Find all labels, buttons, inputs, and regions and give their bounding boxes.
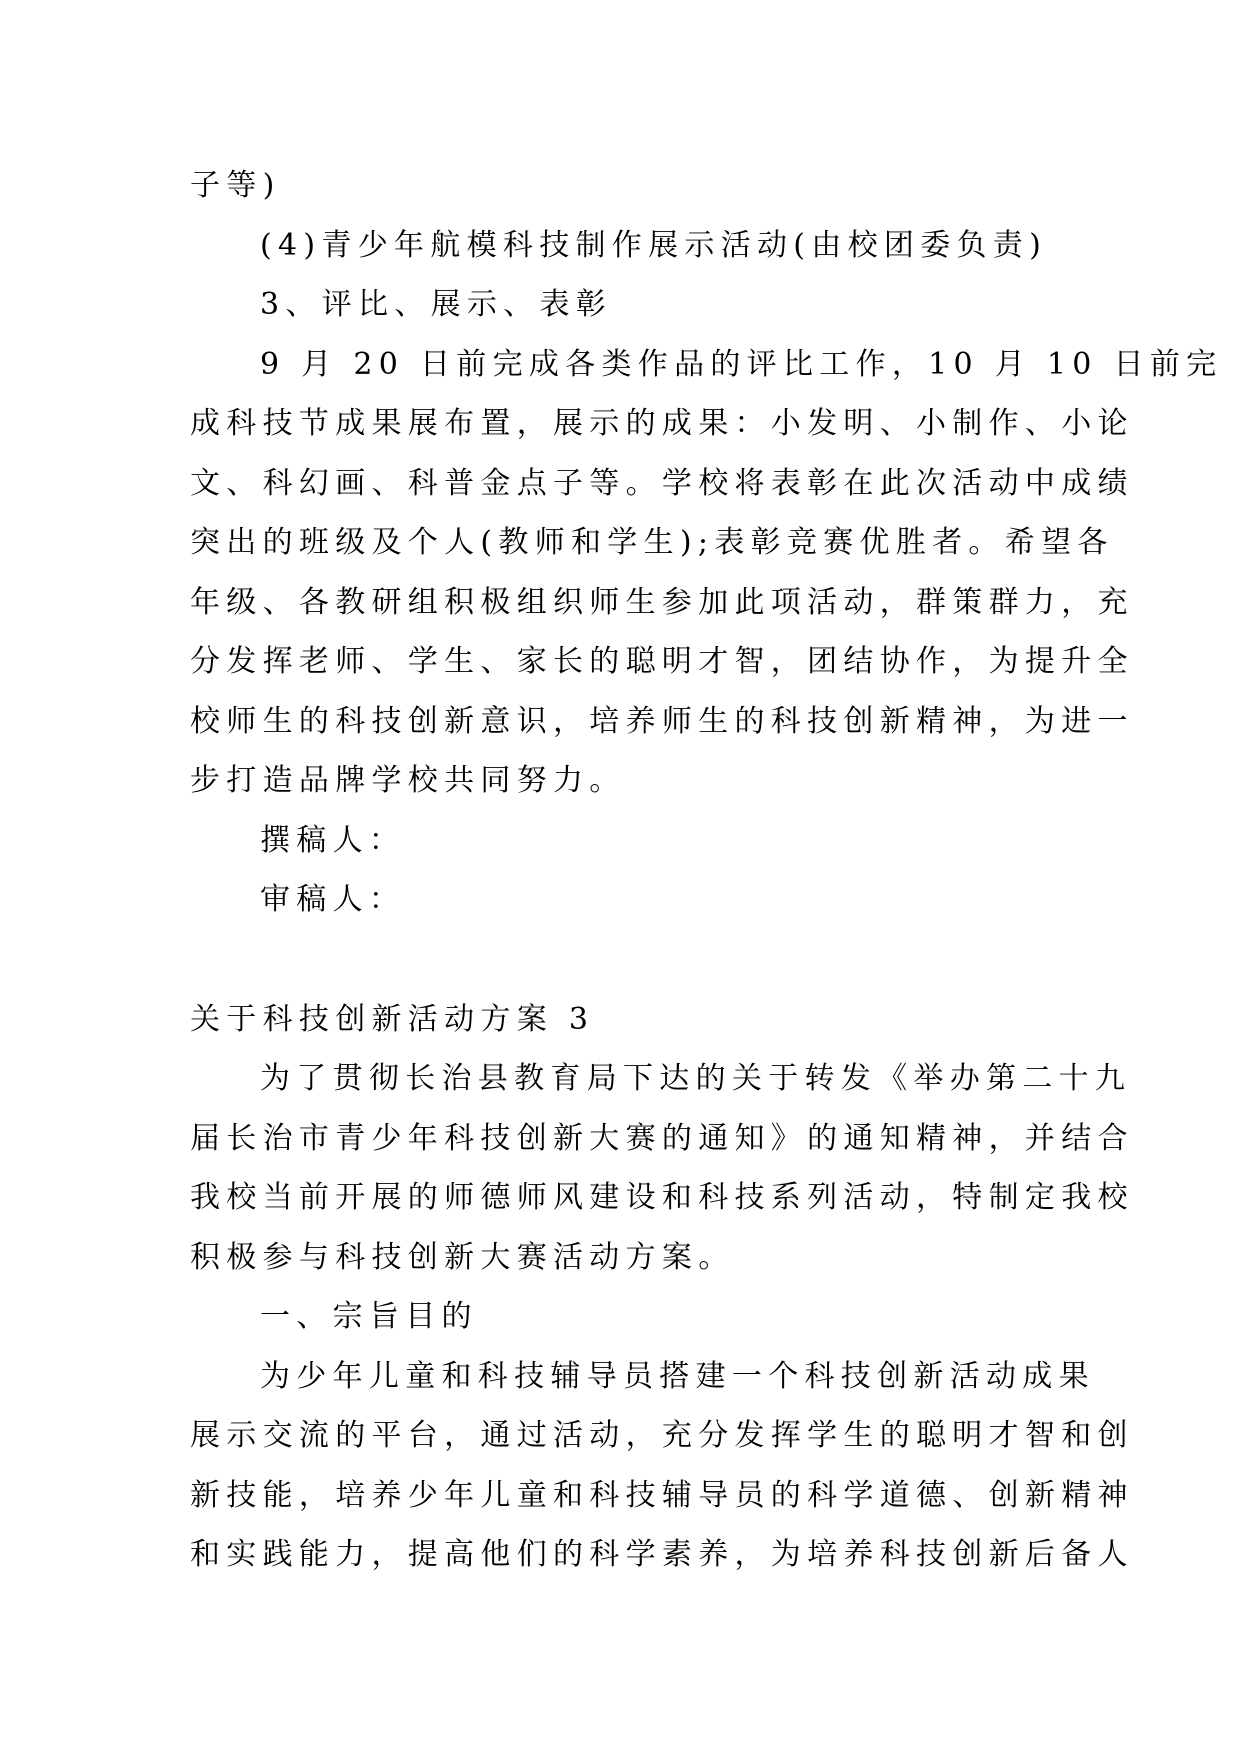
paragraph-line: 突出的班级及个人(教师和学生);表彰竞赛优胜者。希望各 xyxy=(190,525,1114,560)
reviewer-label: 审稿人： xyxy=(260,882,406,917)
paragraph-line: 我校当前开展的师德师风建设和科技系列活动，特制定我校 xyxy=(190,1180,1134,1215)
paragraph-line: 届长治市青少年科技创新大赛的通知》的通知精神，并结合 xyxy=(190,1120,1134,1156)
paragraph-line: 分发挥老师、学生、家长的聪明才智，团结协作，为提升全 xyxy=(190,644,1134,679)
paragraph-line: 积极参与科技创新大赛活动方案。 xyxy=(190,1239,735,1275)
section-title: 关于科技创新活动方案 3 xyxy=(190,1001,595,1037)
section-heading-1: 一、宗旨目的 xyxy=(260,1299,478,1334)
spacer xyxy=(190,930,1052,990)
list-item-4: (4)青少年航模科技制作展示活动(由校团委负责) xyxy=(260,227,1048,263)
paragraph-line: 校师生的科技创新意识，培养师生的科技创新精神，为进一 xyxy=(190,703,1134,739)
paragraph-line: 为了贯彻长治县教育局下达的关于转发《举办第二十九 xyxy=(260,1061,1132,1096)
paragraph-line: 为少年儿童和科技辅导员搭建一个科技创新活动成果 xyxy=(260,1358,1095,1394)
document-body xyxy=(190,156,1223,1585)
paragraph-line: 步打造品牌学校共同努力。 xyxy=(190,763,626,798)
paragraph-line: 展示交流的平台，通过活动，充分发挥学生的聪明才智和创 xyxy=(190,1418,1134,1453)
paragraph-awards xyxy=(190,335,1223,811)
author-label: 撰稿人： xyxy=(260,822,406,858)
paragraph-line: 文、科幻画、科普金点子等。学校将表彰在此次活动中成绩 xyxy=(190,465,1134,501)
section-heading-3: 3、评比、展示、表彰 xyxy=(260,287,613,322)
paragraph-line: 和实践能力，提高他们的科学素养，为培养科技创新后备人 xyxy=(190,1537,1134,1572)
text-line: 子等) xyxy=(190,168,281,203)
paragraph-line: 成科技节成果展布置，展示的成果：小发明、小制作、小论 xyxy=(190,406,1134,441)
paragraph-line: 9 月 20 日前完成各类作品的评比工作，10 月 10 日前完 xyxy=(260,346,1223,382)
paragraph-intro xyxy=(190,1049,1134,1287)
paragraph-line: 新技能，培养少年儿童和科技辅导员的科学道德、创新精神 xyxy=(190,1477,1134,1513)
paragraph-purpose xyxy=(190,1347,1134,1585)
paragraph-line: 年级、各教研组积极组织师生参加此项活动，群策群力，充 xyxy=(190,584,1134,620)
